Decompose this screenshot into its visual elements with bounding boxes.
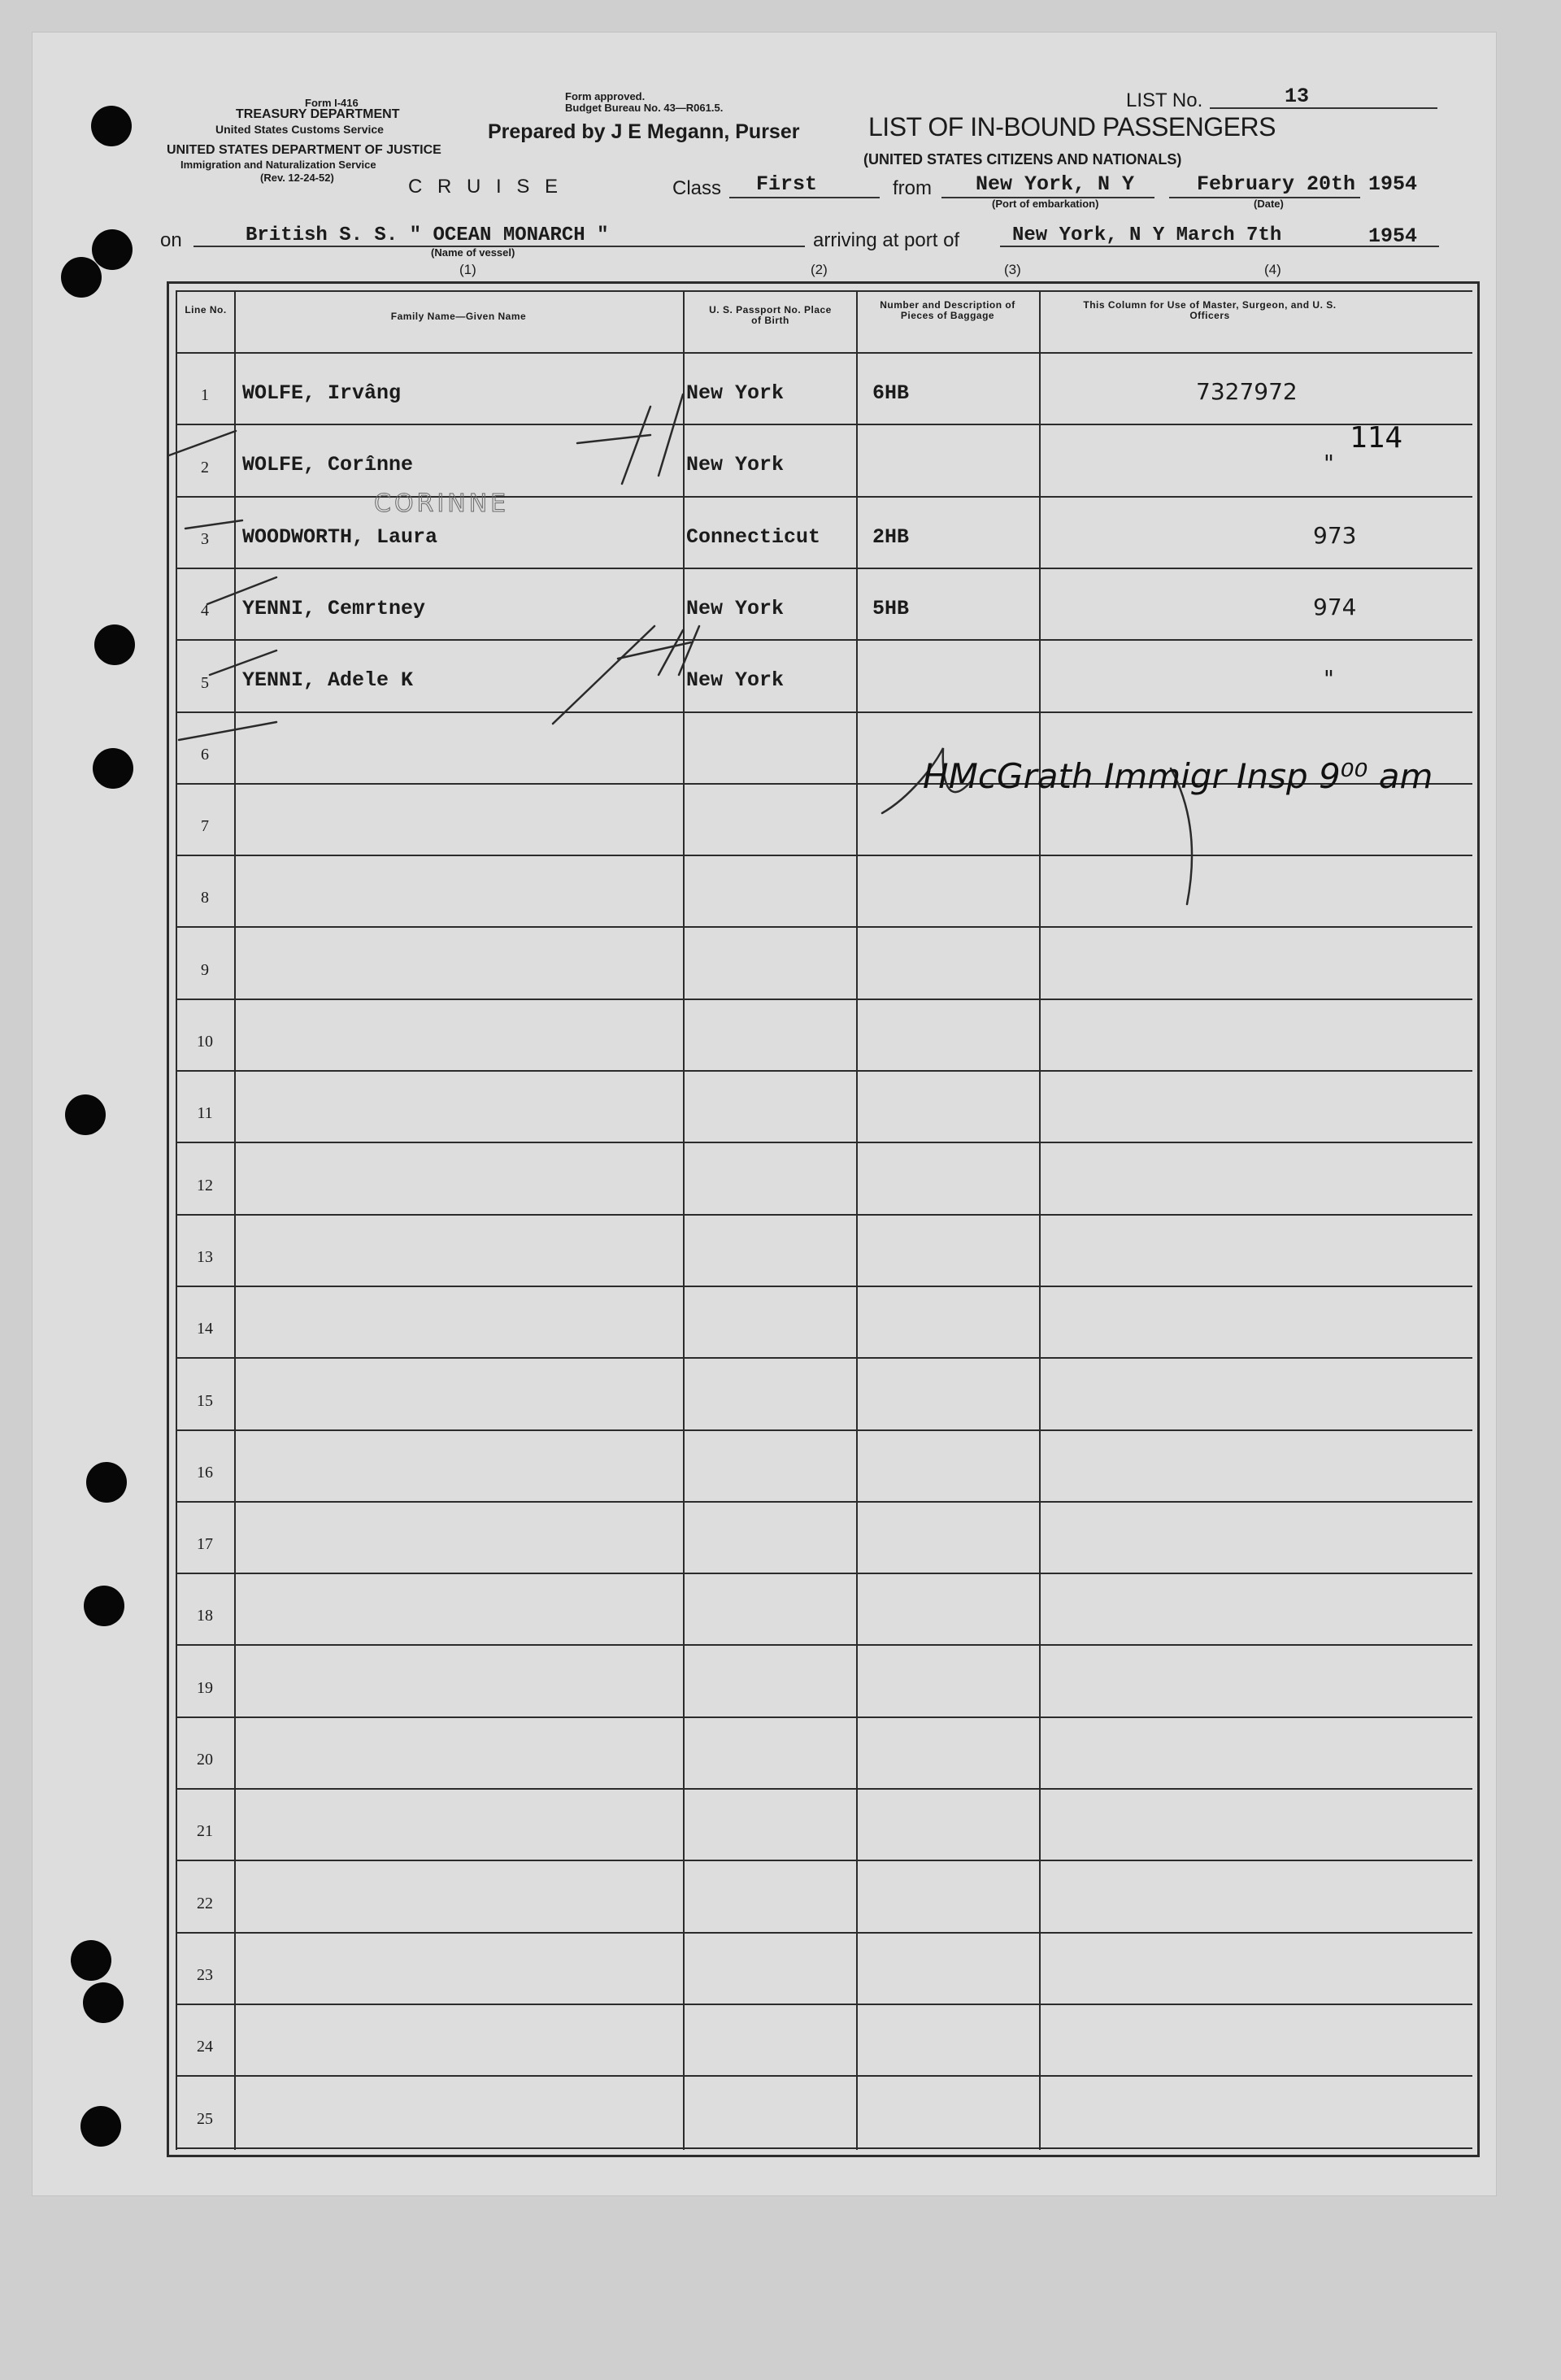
date-value: February 20th [1197,172,1356,196]
col-num-1: (1) [459,262,476,277]
passenger-name: YENNI, Adele K [242,668,414,693]
baggage-count: 2HB [872,524,910,549]
budget-bureau: Budget Bureau No. 43—R061.5. [565,102,724,114]
arrival-year: 1954 [1368,224,1418,248]
vessel-value: British S. S. " OCEAN MONARCH " [246,224,609,246]
line-number: 9 [201,960,209,979]
handwritten-correction: CORINNE [374,489,510,518]
place-of-birth: New York [686,596,785,620]
prepared-by: Prepared by J E Megann, Purser [488,120,800,143]
line-number: 14 [197,1320,213,1338]
customs-service: United States Customs Service [215,123,384,136]
line-number: 4 [201,602,209,620]
place-of-birth: Connecticut [686,524,821,549]
vessel-caption: (Name of vessel) [431,246,515,259]
header-baggage: Number and Description of Pieces of Baggage [880,299,1015,321]
form-title: LIST OF IN-BOUND PASSENGERS [868,112,1276,141]
passenger-name: YENNI, Cemrtney [242,596,426,620]
officer-notation: 973 [1313,521,1357,549]
treasury-dept: TREASURY DEPARTMENT [236,107,400,121]
justice-dept: UNITED STATES DEPARTMENT OF JUSTICE [167,143,441,157]
line-number: 3 [201,529,209,548]
inspector-signature: HMcGrath Immigr Insp 9⁰⁰ am [923,756,1433,796]
line-number: 13 [197,1247,213,1266]
form-number: Form I-416 [305,97,359,109]
baggage-count: 6HB [872,381,910,405]
arriving-label: arriving at port of [813,229,960,251]
baggage-count: 5HB [872,596,910,620]
year-value: 1954 [1368,172,1418,196]
class-value: First [756,172,818,196]
passenger-name: WOODWORTH, Laura [242,524,438,549]
handwriting-strokes [33,33,1496,2195]
header-passport: U. S. Passport No. Place of Birth [709,304,832,326]
class-label: Class [672,177,722,199]
line-number: 12 [197,1176,213,1194]
col-num-4: (4) [1264,262,1281,277]
line-number: 15 [197,1391,213,1410]
form-approved: Form approved. [565,90,646,102]
line-number: 1 [201,386,209,405]
line-number: 6 [201,745,209,764]
officer-notation: 974 [1313,593,1357,620]
line-number: 17 [197,1535,213,1554]
from-value: New York, N Y [976,172,1135,196]
line-number: 18 [197,1607,213,1625]
officer-notation: " [1324,450,1334,477]
from-label: from [893,177,932,199]
line-number: 21 [197,1822,213,1841]
officer-notation: " [1324,665,1334,693]
line-number: 8 [201,889,209,907]
header-line-no: Line No. [185,304,227,315]
header-officers: This Column for Use of Master, Surgeon, and U. S. Officers [1083,299,1337,321]
handwritten-total: 114 [1350,421,1403,455]
immigration-service: Immigration and Naturalization Service [180,159,376,171]
line-number: 19 [197,1678,213,1697]
place-of-birth: New York [686,381,785,405]
officer-notation: 7327972 [1196,378,1298,405]
line-number: 7 [201,817,209,836]
date-caption: (Date) [1254,198,1284,210]
line-number: 10 [197,1033,213,1051]
line-number: 5 [201,673,209,692]
place-of-birth: New York [686,453,785,477]
line-number: 11 [197,1104,213,1123]
passenger-name: WOLFE, Irvâng [242,381,402,405]
line-number: 23 [197,1965,213,1984]
place-of-birth: New York [686,668,785,693]
arrival-value: New York, N Y March 7th [1012,224,1282,246]
port-embark-caption: (Port of embarkation) [992,198,1099,210]
list-no-value: 13 [1285,85,1310,108]
cruise-label: C R U I S E [408,176,563,198]
list-no-label: LIST No. [1126,89,1203,111]
line-number: 20 [197,1751,213,1769]
form-subtitle: (UNITED STATES CITIZENS AND NATIONALS) [863,151,1182,168]
revision-date: (Rev. 12-24-52) [260,172,334,184]
header-name: Family Name—Given Name [390,311,527,322]
line-number: 22 [197,1894,213,1912]
line-number: 24 [197,2038,213,2056]
line-number: 16 [197,1463,213,1482]
passenger-name: WOLFE, Corînne [242,453,414,477]
col-num-2: (2) [811,262,828,277]
line-number: 25 [197,2109,213,2128]
col-num-3: (3) [1004,262,1021,277]
on-label: on [160,229,182,251]
line-number: 2 [201,458,209,476]
document-page [33,33,1496,2195]
